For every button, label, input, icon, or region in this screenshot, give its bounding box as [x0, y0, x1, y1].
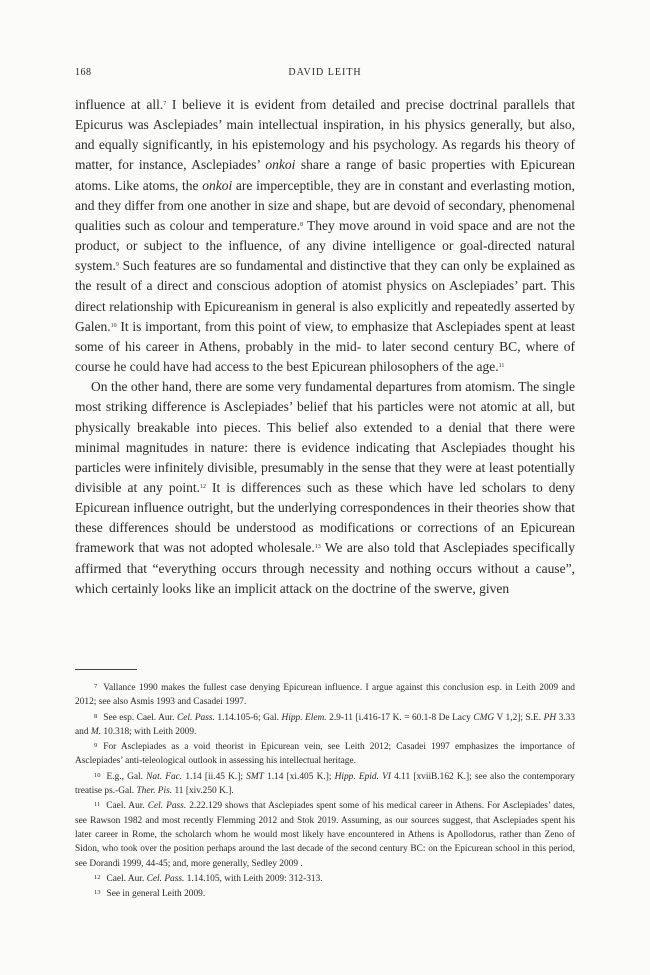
footnote-7	[75, 680, 575, 710]
footnote-13	[75, 886, 575, 901]
footnote-number: 11	[94, 801, 101, 809]
footnote-ref[interactable]: 11	[498, 363, 505, 370]
text-run: Such features are so fundamental and distinctive that they can only be explained as the result of a direct and conscious adoption of atomist physics on Asclepiades’ part. This direct relationship with Epicureanism in general is also explicitly and repeatedly asserted by Galen.	[75, 258, 575, 334]
text-run: It is important, from this point of view, to emphasize that Asclepiades spent at least some of his career in Athens, probably in the mid- to later second century BC, where of course he could have had access to the best Epicurean philosophers of the age.	[75, 318, 575, 375]
citation-title: CMG	[473, 712, 495, 723]
footnote-text: Cael. Aur.	[106, 873, 147, 884]
footnote-10	[75, 769, 575, 799]
citation-title: Cel. Pass.	[146, 873, 185, 884]
footnote-text: 10.318; with Leith 2009.	[101, 726, 197, 737]
running-header	[75, 67, 575, 81]
text-run: On the other hand, there are some very fundamental departures from atomism. The single most striking difference is Asclepiades’ belief that his particles were not atomic at all, but physically breakable into pieces. This belief also extended to a denial that there were minimal magnitudes in nature: there is evidence indicating that Asclepiades thought his particles were infinitely divisible, presumably in the sense that they were at least potentially divisible at any point.	[75, 379, 575, 495]
main-text	[75, 95, 575, 599]
italic-term: onkoi	[265, 157, 296, 173]
footnote-number: 9	[94, 742, 98, 750]
footnote-text: See in general Leith 2009.	[106, 889, 206, 900]
footnote-text: 1.14 [ii.45 K.];	[182, 771, 247, 782]
text-run: We are also told that Asclepiades specifically affirmed that “everything occurs through necessity and nothing occurs without a cause”, which certainly looks like an implicit attack on the doctrine of the swerve, given	[75, 540, 575, 596]
footnote-text: 2.22.129 shows that Asclepiades spent some of his medical career in Athens. For Asclepiades’ dates, see Rawson 1982 and most recently Flemming 2012 and Stok 2019. Assuming, as our sources suggest, that Asclepiades spent his later career in Rome, the scholarch whom he would most likely have encountered in Athens is Apollodorus, rather than Zeno of Sidon, who took over the position perhaps around the last decade of the second century BC: on the Epicurean school in this period, see Dorandi 1999, 44-45; and, more generally, Sedley 2009 .	[75, 801, 576, 869]
citation-title: Ther. Pis.	[136, 786, 173, 797]
footnote-number: 12	[94, 873, 101, 881]
citation-title: SMT	[246, 771, 264, 782]
text-run: influence at all.	[75, 97, 164, 112]
footnote-text: Cael. Aur.	[106, 801, 148, 812]
footnote-11	[75, 798, 575, 870]
paragraph-1	[75, 95, 575, 377]
italic-term: onkoi	[202, 177, 233, 193]
citation-title: Hipp. Epid. VI	[334, 771, 391, 782]
text-run: I believe it is evident from detailed and precise doctrinal parallels that Epicurus was Asclepiades’ main intellectual inspiration, in his physics generally, but also, and equally significantly, in his epistemology and his psychology. As regards his theory of matter, for instance, Asclepiades’	[75, 97, 575, 173]
footnote-text: 1.14.105-6; Gal.	[214, 712, 282, 723]
citation-title: Nat. Fac.	[146, 771, 183, 782]
footnote-text: 11 [xiv.250 K.].	[172, 786, 234, 797]
footnote-text: 1.14.105, with Leith 2009: 312-313.	[184, 873, 323, 884]
footnote-text: 4.11 [xviiB.162 K.]; see also the contemporary treatise ps.-Gal.	[75, 771, 575, 797]
text-run: share a range of basic properties with Epicurean atoms. Like atoms, the	[75, 157, 576, 193]
footnote-12	[75, 871, 575, 886]
footnote-ref[interactable]: 9	[115, 262, 119, 269]
footnote-ref[interactable]: 12	[199, 483, 206, 490]
footnote-9	[75, 739, 575, 769]
paragraph-2	[75, 377, 575, 599]
citation-title: Cel. Pass.	[147, 801, 187, 812]
footnote-separator	[75, 669, 137, 670]
footnote-number: 13	[94, 889, 101, 897]
footnote-ref[interactable]: 8	[299, 221, 303, 228]
footnote-number: 7	[94, 683, 98, 690]
citation-title: Hipp. Elem.	[281, 712, 327, 723]
text-run: are imperceptible, they are in constant and everlasting motion, and they differ from one another in size and shape, but are devoid of secondary, phenomenal qualities such as colour and temperature.	[75, 177, 575, 233]
footnote-text: E.g., Gal.	[106, 771, 147, 782]
footnote-ref[interactable]: 10	[110, 322, 117, 329]
running-head-author: DAVID LEITH	[288, 67, 362, 78]
footnote-ref[interactable]: 13	[314, 544, 321, 551]
footnote-number: 10	[94, 771, 101, 779]
footnote-text: See esp. Cael. Aur.	[103, 712, 177, 723]
citation-title: M.	[90, 726, 102, 737]
footnote-text: Vallance 1990 makes the fullest case denying Epicurean influence. I argue against this conclusion esp. in Leith 2009 and 2012; see also Asmis 1993 and Casadei 1997.	[75, 683, 575, 708]
footnote-ref[interactable]: 7	[163, 101, 167, 107]
footnote-text: 3.33 and	[75, 712, 575, 737]
text-run: It is differences such as these which have led scholars to deny Epicurean influence outright, but the underlying correspondences in their theories show that these differences should be understood as modifications or corrections of an Epicurean framework that was not adopted wholesale.	[75, 479, 575, 556]
footnotes	[75, 680, 575, 901]
citation-title: Cel. Pass.	[176, 712, 215, 723]
footnote-number: 8	[94, 712, 98, 720]
footnote-text: For Asclepiades as a void theorist in Epicurean vein, see Leith 2012; Casadei 1997 emphasizes the importance of Asclepiades’ anti-teleological outlook in assessing his intellectual heritage.	[75, 742, 575, 767]
citation-title: PH	[543, 712, 557, 723]
footnote-8	[75, 710, 575, 740]
text-run: They move around in void space and are not the product, or subject to the influence, of any divine intelligence or goal-directed natural system.	[75, 217, 575, 274]
page-number: 168	[75, 67, 92, 78]
footnote-text: V 1,2]; S.E.	[494, 712, 544, 723]
footnote-text: 2.9-11 [i.416-17 K. = 60.1-8 De Lacy	[326, 712, 474, 723]
footnote-text: 1.14 [xi.405 K.];	[263, 771, 335, 782]
